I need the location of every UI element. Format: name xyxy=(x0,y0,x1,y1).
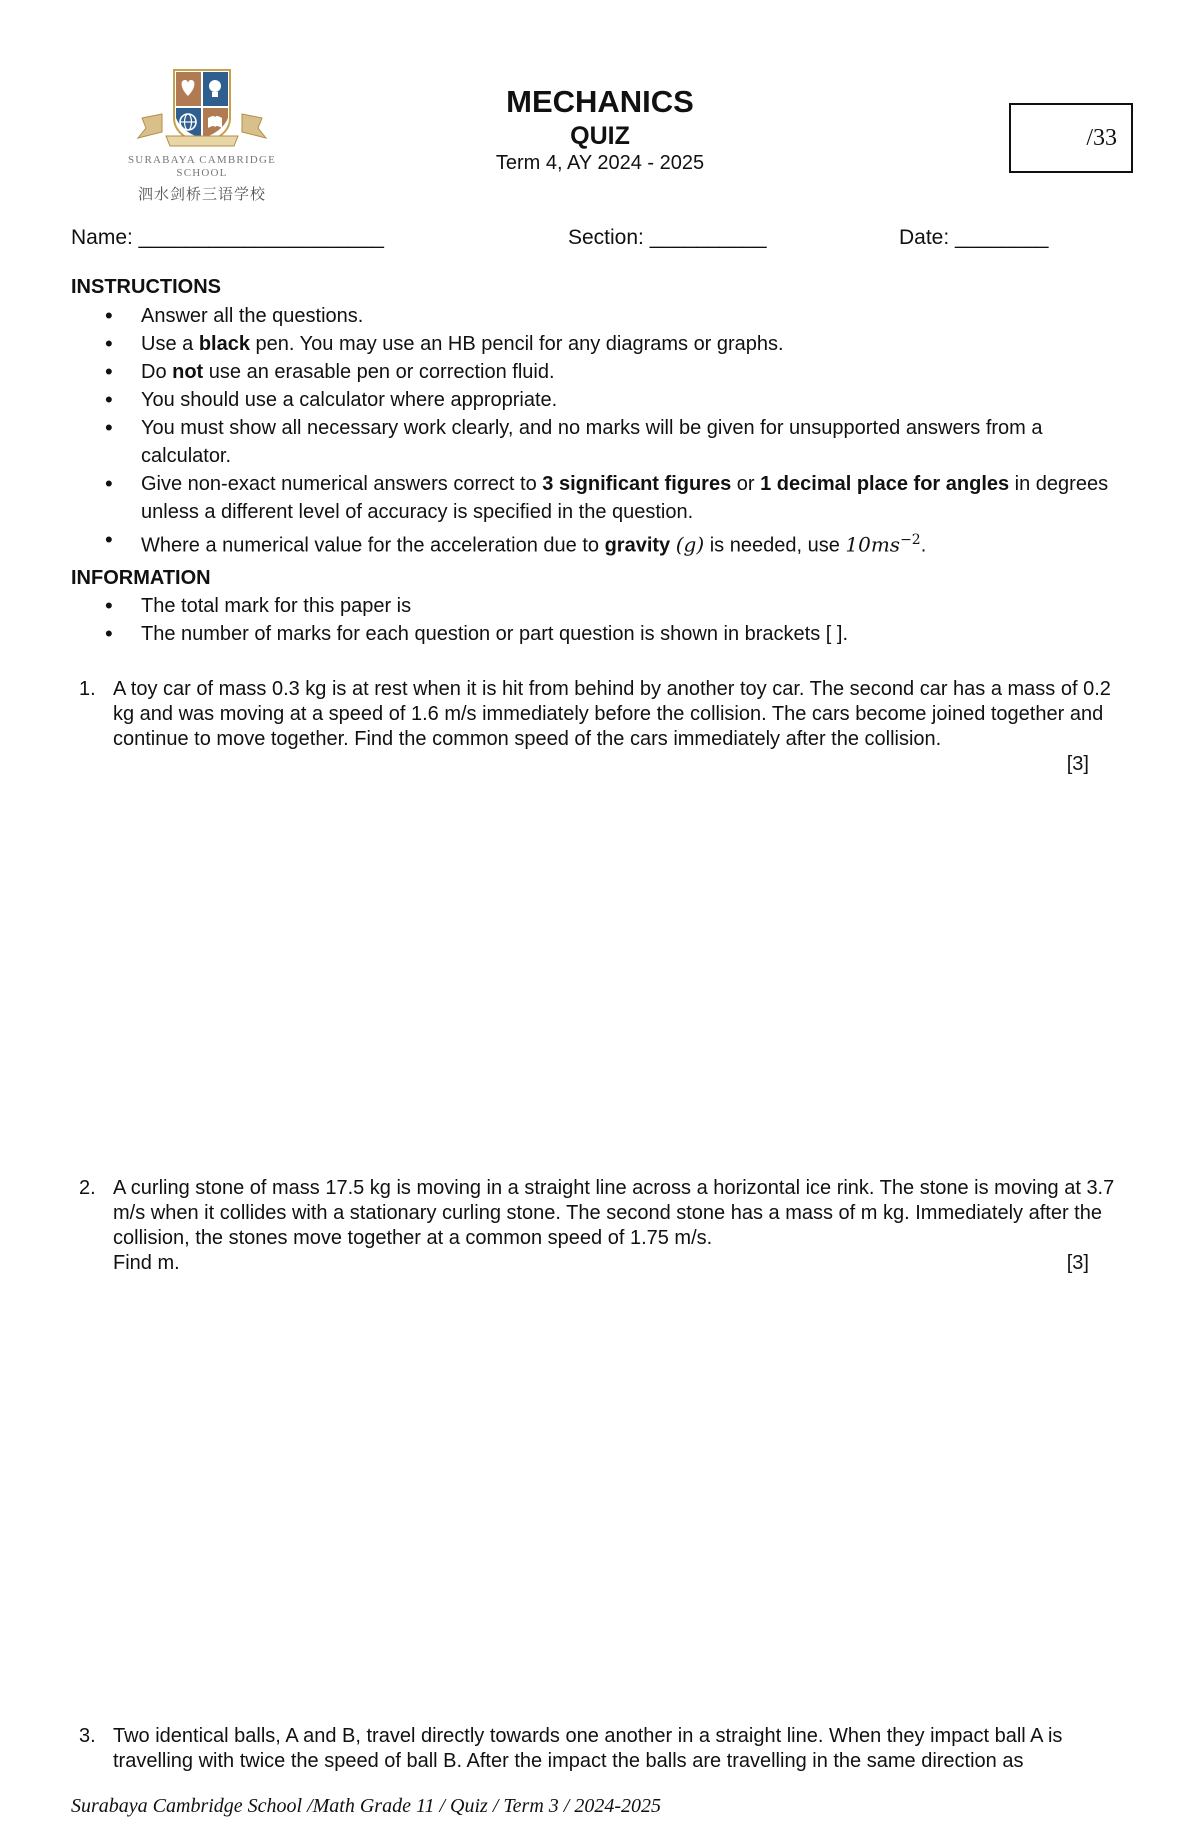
section-field[interactable]: Section: __________ xyxy=(568,226,767,249)
gravity-value: 10ms xyxy=(845,532,901,557)
instruction-text: . xyxy=(920,534,927,557)
instruction-item xyxy=(71,358,1131,386)
school-logo xyxy=(122,66,282,212)
information-text: The number of marks for each question or part question is shown in brackets [ ]. xyxy=(141,623,849,645)
school-name-english xyxy=(122,154,282,180)
document-title: MECHANICS xyxy=(506,84,694,119)
school-name-line2: SCHOOL xyxy=(176,167,228,179)
information-item xyxy=(71,620,1131,648)
instruction-text: use an erasable pen or correction fluid. xyxy=(203,361,555,383)
name-field[interactable]: Name: _____________________ xyxy=(71,226,384,249)
question-number: 3. xyxy=(79,1725,96,1747)
instruction-text: or xyxy=(731,473,761,495)
instruction-item xyxy=(71,526,1131,560)
question-find: Find m. xyxy=(113,1252,180,1274)
question-number: 1. xyxy=(79,678,96,700)
question-2 xyxy=(71,1176,1131,1276)
instructions-heading: INSTRUCTIONS xyxy=(71,276,221,298)
instruction-text: Answer all the questions. xyxy=(141,305,364,327)
instruction-text: You should use a calculator where appropriate. xyxy=(141,389,558,411)
instruction-item xyxy=(71,302,1131,330)
instruction-text: Use a xyxy=(141,333,199,355)
instruction-item xyxy=(71,414,1131,470)
instruction-text: pen. You may use an HB pencil for any diagrams or graphs. xyxy=(249,333,784,355)
date-field[interactable]: Date: ________ xyxy=(899,226,1049,249)
page-footer: Surabaya Cambridge School /Math Grade 11 / Quiz / Term 3 / 2024-2025 xyxy=(71,1795,661,1817)
instruction-text: Where a numerical value for the acceleration due to xyxy=(141,534,605,557)
score-total: /33 xyxy=(1086,125,1117,151)
instruction-text: in degrees unless a different level of accuracy is specified in the question. xyxy=(141,473,1109,523)
instruction-emphasis: gravity xyxy=(604,534,671,557)
school-name-line1: SURABAYA CAMBRIDGE xyxy=(127,154,277,166)
instruction-item xyxy=(71,330,1131,358)
instruction-text: Give non-exact numerical answers correct to xyxy=(141,473,543,495)
instruction-emphasis: not xyxy=(172,361,204,383)
instruction-emphasis: black xyxy=(198,333,250,355)
instruction-emphasis: 3 significant figures xyxy=(542,473,732,495)
instruction-text: You must show all necessary work clearly, and no marks will be given for unsupported answers from a calculator. xyxy=(141,417,1043,467)
school-name-chinese: 泗水剑桥三语学校 xyxy=(137,185,266,203)
question-text: Two identical balls, A and B, travel directly towards one another in a straight line. When they impact ball A is travelling with twice the speed of ball B. After the impact the balls are travelling in the same direction as xyxy=(113,1725,1063,1772)
school-crest-icon xyxy=(122,66,282,154)
instruction-item xyxy=(71,470,1131,526)
instructions-list xyxy=(71,302,1131,560)
question-marks: [3] xyxy=(1066,753,1089,775)
instruction-text: Do xyxy=(141,361,173,383)
question-3 xyxy=(71,1724,1131,1774)
gravity-exponent: −2 xyxy=(900,532,921,548)
question-marks: [3] xyxy=(1066,1252,1089,1274)
question-text: A curling stone of mass 17.5 kg is moving in a straight line across a horizontal ice rink. The stone is moving at 3.7 m/s when it collides with a stationary curling stone. The second stone has a mass of m kg. Immediately after the collision, the stones move together at a common speed of 1.75 m/s. xyxy=(113,1177,1115,1249)
information-list xyxy=(71,592,1131,648)
term-label: Term 4, AY 2024 - 2025 xyxy=(495,152,705,174)
instruction-item xyxy=(71,386,1131,414)
question-text: A toy car of mass 0.3 kg is at rest when it is hit from behind by another toy car. The second car has a mass of 0.2 kg and was moving at a speed of 1.6 m/s immediately before the collision. The cars become joined together and continue to move together. Find the common speed of the cars immediately after the collision. xyxy=(113,678,1111,750)
information-heading: INFORMATION xyxy=(71,567,211,589)
information-item xyxy=(71,592,1131,620)
document-subtitle: QUIZ xyxy=(570,122,630,150)
gravity-symbol: (g) xyxy=(675,532,705,557)
information-text: The total mark for this paper is xyxy=(141,595,412,617)
instruction-text: is needed, use xyxy=(704,534,846,557)
question-number: 2. xyxy=(79,1177,96,1199)
score-box[interactable] xyxy=(1009,103,1133,173)
question-1 xyxy=(71,677,1131,775)
instruction-emphasis: 1 decimal place for angles xyxy=(760,473,1010,495)
